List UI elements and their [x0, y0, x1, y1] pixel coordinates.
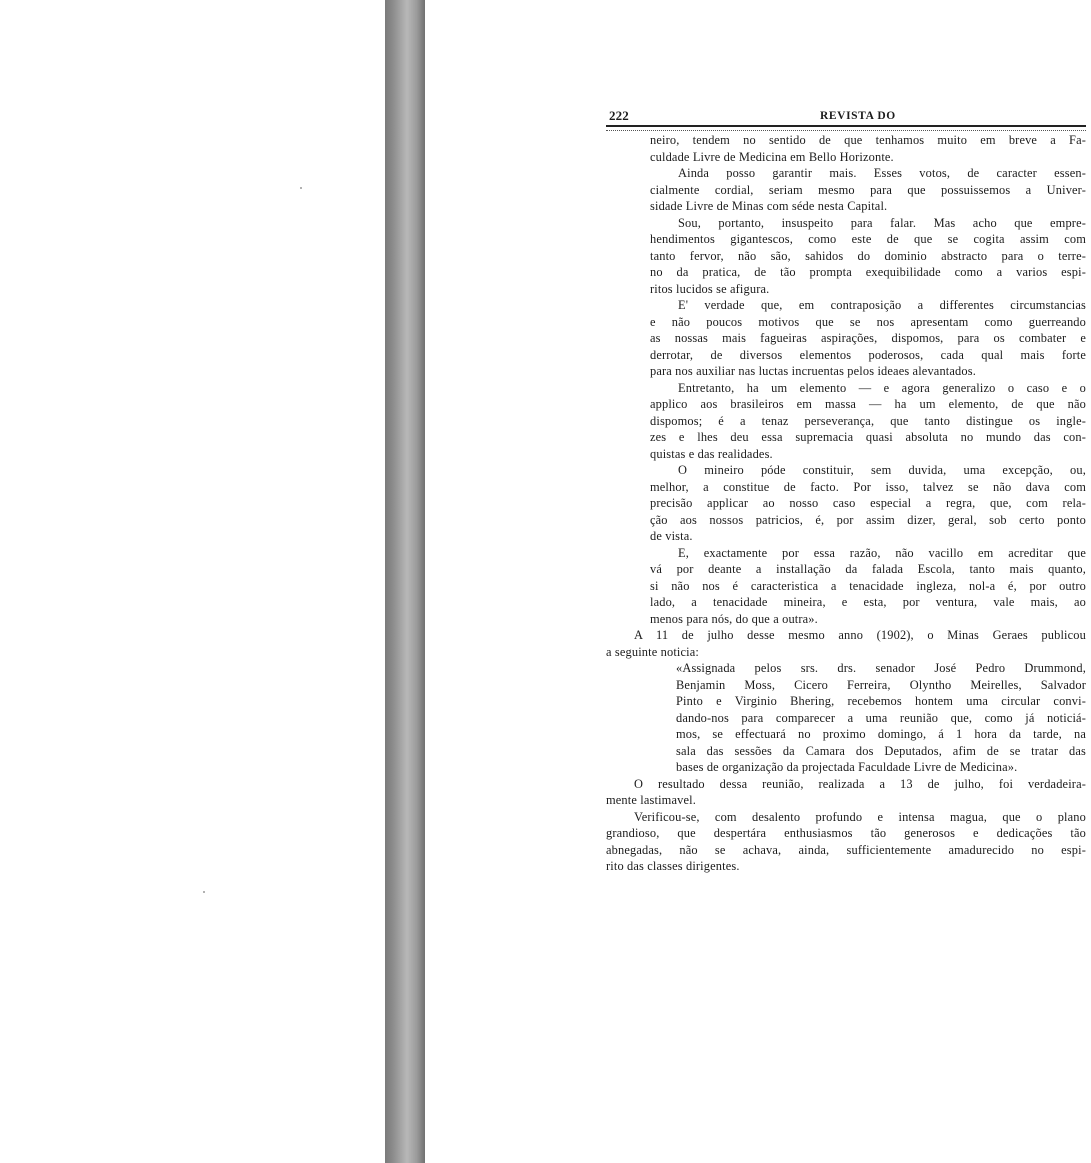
text-line: neiro, tendem no sentido de que tenhamos muito em breve a Fa-	[650, 133, 1086, 147]
text-line: mos, se effectuará no proximo domingo, á 1 hora da tarde, na	[676, 727, 1086, 741]
text-line: melhor, a constitue de facto. Por isso, talvez se não dava com	[650, 479, 1086, 494]
text-line: grandioso, que despertára enthusiasmos tão generosos e dedicações tão	[606, 826, 1086, 840]
text-line: sala das sessões da Camara dos Deputados, afim de se tratar das	[676, 743, 1086, 758]
text-line: O resultado dessa reunião, realizada a 13 de julho, foi verdadeira-	[634, 776, 1086, 791]
text-line: menos para nós, do que a outra».	[650, 611, 818, 626]
page-header	[606, 108, 1086, 126]
text-line: O mineiro póde constituir, sem duvida, uma excepção, ou,	[678, 463, 1086, 477]
text-line: A 11 de julho desse mesmo anno (1902), o Minas Geraes publicou	[634, 628, 1086, 642]
text-line: ção aos nossos patricios, é, por assim dizer, geral, sob certo ponto	[650, 512, 1086, 527]
page-number: 222	[609, 108, 629, 123]
text-line: sidade Livre de Minas com séde nesta Capital.	[650, 199, 888, 213]
text-line: no da pratica, de tão prompta exequibilidade como a varios espi-	[650, 265, 1086, 279]
text-line: culdade Livre de Medicina em Bello Horizonte.	[650, 149, 894, 164]
text-line: quistas e das realidades.	[650, 446, 773, 461]
text-line: Benjamin Moss, Cicero Ferreira, Olyntho Meirelles, Salvador	[676, 677, 1086, 692]
text-line: ritos lucidos se afigura.	[650, 281, 770, 296]
text-line: hendimentos gigantescos, como este de que se cogita assim com	[650, 232, 1086, 246]
paragraph	[606, 627, 1086, 660]
book-page	[606, 108, 1086, 875]
paragraph	[606, 380, 1086, 463]
text-line: E, exactamente por essa razão, não vacillo em acreditar que	[678, 545, 1086, 560]
text-line: Entretanto, ha um elemento — e agora generalizo o caso e o	[678, 380, 1086, 395]
paragraph	[606, 776, 1086, 809]
paragraph	[606, 809, 1086, 875]
text-line: a seguinte noticia:	[606, 644, 699, 659]
text-line: dando-nos para comparecer a uma reunião que, como já noticiá-	[676, 710, 1086, 725]
paper-speck	[300, 187, 302, 189]
text-line: de vista.	[650, 529, 693, 543]
text-line: lado, a tenacidade mineira, e esta, por ventura, vale mais, ao	[650, 595, 1086, 609]
paragraph	[606, 297, 1086, 380]
text-line: Pinto e Virginio Bhering, recebemos hontem uma circular convi-	[676, 694, 1086, 708]
text-line: para nos auxiliar nas luctas incruentas pelos ideaes alevantados.	[650, 364, 976, 378]
text-line: zes e lhes deu essa supremacia quasi absoluta no mundo das con-	[650, 430, 1086, 444]
paper-speck	[203, 891, 205, 893]
text-line: as nossas mais fagueiras aspirações, dispomos, para os combater e	[650, 331, 1086, 345]
text-line: cialmente cordial, seriam mesmo para que possuissemos a Univer-	[650, 182, 1086, 197]
text-line: dispomos; é a tenaz perseverança, que tanto distingue os ingle-	[650, 413, 1086, 428]
text-line: applico aos brasileiros em massa — ha um elemento, de que não	[650, 397, 1086, 411]
body-text	[606, 132, 1086, 875]
text-line: «Assignada pelos srs. drs. senador José Pedro Drummond,	[676, 661, 1086, 675]
paragraph	[606, 462, 1086, 545]
paragraph	[606, 545, 1086, 628]
paragraph	[606, 132, 1086, 165]
text-line: mente lastimavel.	[606, 793, 696, 807]
text-line: si não nos é caracteristica a tenacidade ingleza, nol-a é, por outro	[650, 578, 1086, 593]
text-line: E' verdade que, em contraposição a differentes circumstancias	[678, 298, 1086, 312]
text-line: tanto fervor, não são, sahidos do dominio abstracto para o terre-	[650, 248, 1086, 263]
text-line: e não poucos motivos que se nos apresentam como guerreando	[650, 314, 1086, 329]
paragraph	[606, 215, 1086, 298]
text-line: bases de organização da projectada Faculdade Livre de Medicina».	[676, 760, 1018, 774]
text-line: rito das classes dirigentes.	[606, 859, 740, 873]
text-line: Verificou-se, com desalento profundo e intensa magua, que o plano	[634, 809, 1086, 824]
text-line: vá por deante a installação da falada Escola, tanto mais quanto,	[650, 562, 1086, 576]
text-line: precisão applicar ao nosso caso especial a regra, que, com rela-	[650, 496, 1086, 510]
running-head: REVISTA DO	[820, 110, 896, 122]
paragraph	[606, 660, 1086, 776]
text-line: Ainda posso garantir mais. Esses votos, de caracter essen-	[678, 166, 1086, 180]
text-line: Sou, portanto, insuspeito para falar. Mas acho que empre-	[678, 215, 1086, 230]
header-rule	[606, 125, 1086, 131]
text-line: abnegadas, não se achava, ainda, sufficientemente amadurecido no espi-	[606, 842, 1086, 857]
text-line: derrotar, de diversos elementos poderosos, cada qual mais forte	[650, 347, 1086, 362]
paragraph	[606, 165, 1086, 215]
book-gutter-shadow	[385, 0, 425, 1163]
